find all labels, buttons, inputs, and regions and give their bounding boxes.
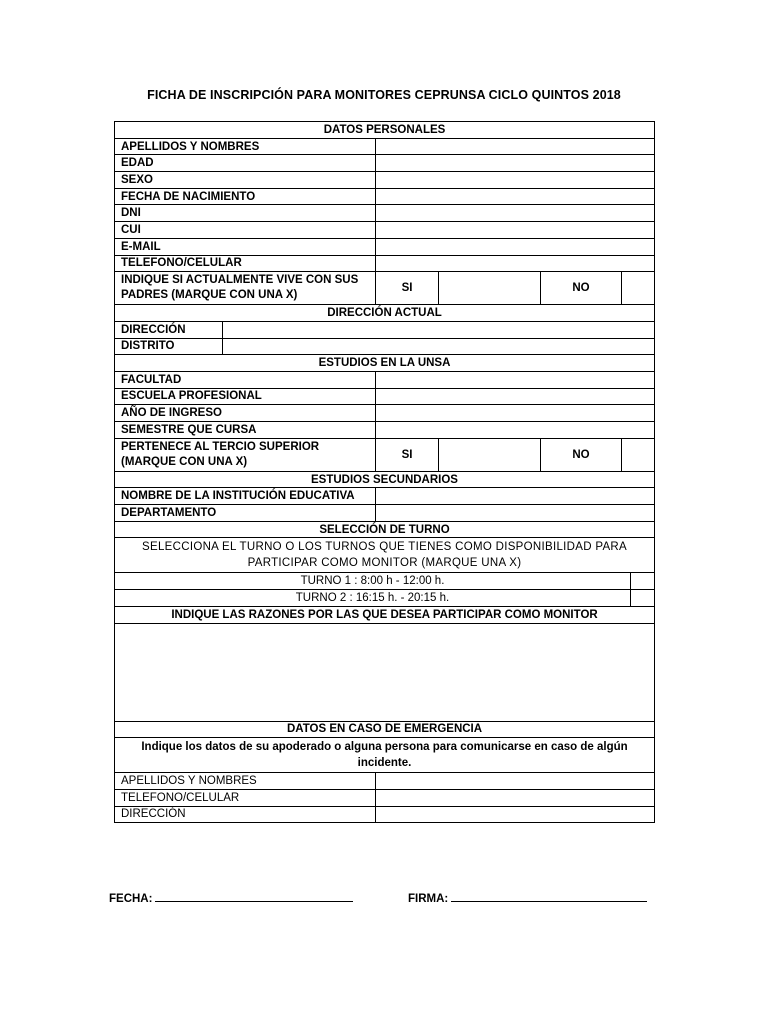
- field-input-anio-ingreso[interactable]: [376, 405, 655, 422]
- date-label: FECHA:: [109, 893, 153, 905]
- field-label: AÑO DE INGRESO: [115, 405, 376, 422]
- field-label: DNI: [115, 205, 376, 222]
- parents-no-box[interactable]: [622, 272, 655, 305]
- section-header-personal: DATOS PERSONALES: [115, 122, 655, 139]
- turno-1-box[interactable]: [631, 573, 655, 590]
- signature-label: FIRMA:: [408, 893, 449, 905]
- field-label: EDAD: [115, 155, 376, 172]
- field-input-emergency-phone[interactable]: [376, 789, 655, 806]
- section-header-secondary: ESTUDIOS SECUNDARIOS: [115, 471, 655, 488]
- field-input-apellidos[interactable]: [376, 138, 655, 155]
- field-input-emergency-name[interactable]: [376, 773, 655, 790]
- field-label: NOMBRE DE LA INSTITUCIÓN EDUCATIVA: [115, 488, 376, 505]
- signature-field: [408, 889, 647, 905]
- field-label: DIRECCIÓN: [115, 321, 223, 338]
- parents-yes-label: SI: [376, 272, 439, 305]
- field-label: FECHA DE NACIMIENTO: [115, 188, 376, 205]
- field-label: APELLIDOS Y NOMBRES: [115, 138, 376, 155]
- field-input-emergency-address[interactable]: [376, 806, 655, 823]
- field-input-sexo[interactable]: [376, 172, 655, 189]
- tercio-no-label: NO: [541, 438, 622, 471]
- field-label: CUI: [115, 222, 376, 239]
- field-input-dni[interactable]: [376, 205, 655, 222]
- field-label: DEPARTAMENTO: [115, 505, 376, 522]
- turno-2-label: TURNO 2 : 16:15 h. - 20:15 h.: [115, 590, 631, 607]
- section-header-emergency: DATOS EN CASO DE EMERGENCIA: [115, 721, 655, 738]
- field-label: TELEFONO/CELULAR: [115, 255, 376, 272]
- emergency-instruction: Indique los datos de su apoderado o alguna persona para comunicarse en caso de algún incidente.: [115, 738, 655, 773]
- section-header-address: DIRECCIÓN ACTUAL: [115, 305, 655, 322]
- field-input-institucion[interactable]: [376, 488, 655, 505]
- field-label: E-MAIL: [115, 238, 376, 255]
- field-label: DISTRITO: [115, 338, 223, 355]
- field-label: TELEFONO/CELULAR: [115, 789, 376, 806]
- field-input-departamento[interactable]: [376, 505, 655, 522]
- shift-instruction: SELECCIONA EL TURNO O LOS TURNOS QUE TIENES COMO DISPONIBILIDAD PARA PARTICIPAR COMO MONITOR (MARQUE UNA X): [115, 538, 655, 573]
- tercio-no-box[interactable]: [622, 438, 655, 471]
- parents-question-label: INDIQUE SI ACTUALMENTE VIVE CON SUS PADRES (MARQUE CON UNA X): [115, 272, 376, 305]
- turno-2-box[interactable]: [631, 590, 655, 607]
- section-header-shift: SELECCIÓN DE TURNO: [115, 521, 655, 538]
- parents-no-label: NO: [541, 272, 622, 305]
- turno-1-label: TURNO 1 : 8:00 h - 12:00 h.: [115, 573, 631, 590]
- field-label: APELLIDOS Y NOMBRES: [115, 773, 376, 790]
- tercio-question-label: PERTENECE AL TERCIO SUPERIOR (MARQUE CON UNA X): [115, 438, 376, 471]
- field-label: SEMESTRE QUE CURSA: [115, 422, 376, 439]
- tercio-yes-label: SI: [376, 438, 439, 471]
- field-input-fecha-nacimiento[interactable]: [376, 188, 655, 205]
- field-input-distrito[interactable]: [223, 338, 655, 355]
- field-label: ESCUELA PROFESIONAL: [115, 388, 376, 405]
- form-title: FICHA DE INSCRIPCIÓN PARA MONITORES CEPRUNSA CICLO QUINTOS 2018: [147, 88, 621, 102]
- field-input-facultad[interactable]: [376, 371, 655, 388]
- tercio-yes-box[interactable]: [439, 438, 541, 471]
- reasons-text-area[interactable]: [115, 623, 655, 721]
- field-input-cui[interactable]: [376, 222, 655, 239]
- registration-form: [114, 121, 655, 823]
- date-field: [109, 889, 353, 905]
- field-input-semestre[interactable]: [376, 422, 655, 439]
- field-input-edad[interactable]: [376, 155, 655, 172]
- field-input-telefono[interactable]: [376, 255, 655, 272]
- date-line[interactable]: [155, 889, 353, 902]
- signature-line[interactable]: [451, 889, 647, 902]
- parents-yes-box[interactable]: [439, 272, 541, 305]
- field-input-email[interactable]: [376, 238, 655, 255]
- field-label: FACULTAD: [115, 371, 376, 388]
- section-header-studies: ESTUDIOS EN LA UNSA: [115, 355, 655, 372]
- field-input-direccion[interactable]: [223, 321, 655, 338]
- field-label: SEXO: [115, 172, 376, 189]
- field-input-escuela[interactable]: [376, 388, 655, 405]
- section-header-reasons: INDIQUE LAS RAZONES POR LAS QUE DESEA PARTICIPAR COMO MONITOR: [115, 606, 655, 623]
- field-label: DIRECCIÓN: [115, 806, 376, 823]
